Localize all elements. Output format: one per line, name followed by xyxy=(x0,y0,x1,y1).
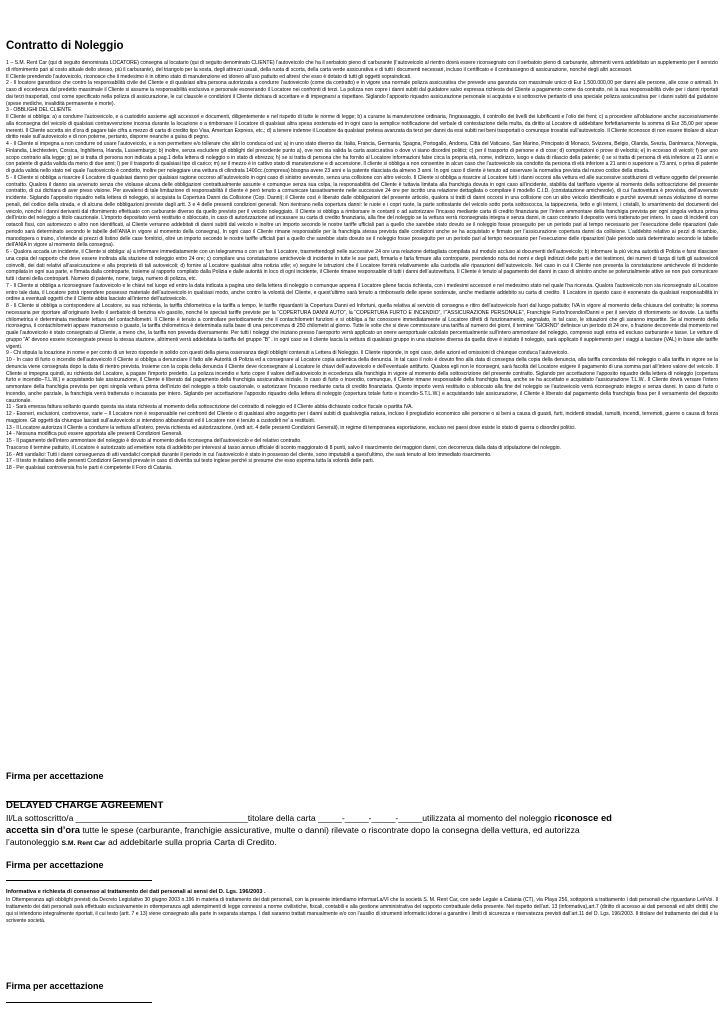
contract-clauses xyxy=(6,60,718,472)
clause-6: 6 - Qualora accada un incidente, il Cliente si obbliga: a) a informare immediatamente con un telegramma o con un fax il Locatore, trasmettendogli nelle successive 24 ore una relazione dettagliata compilata sul modulo accluso ai documenti dell’autoveicolo; b) informare la più vicina autorità di Polizia e farsi rilasciare una copia del rapporto che deve essere inoltrata alla stazione di noleggio entro 24 ore; c) compilare una constatazione amichevole di incidente in tutte le sue parti, firmarla e farla firmare alla controparte, prendendo nota dei nomi e degli indirizzi delle parti e dei testimoni, dei numeri di targa di tutti gli autoveicoli coinvolti, dei dati relativi all’assicurazione e alla proprietà di tali autoveicoli; d) fornire al Locatore qualsiasi altra notizia utile; e) seguire le istruzioni che il Locatore fornirà relativamente alla custodia alle riparazioni dell’autoveicolo. Nel caso in cui il Cliente non presenta la constatazione amichevole di incidente compilata in ogni sua parte, e firmata dalla controparte, insieme al rapporto compilato dalla Polizia e dalle autorità in loco di ogni incidente, il Cliente rimane responsabile di tutti i danni dell’autovettura. Il Cliente è tenuto al pagamento dei danni in caso di sinistro anche se potenzialmente attivo se non può comunicare tutti i danni della controparti. Numero di patente, nome, targa, numero di polizza, etc. xyxy=(6,249,718,282)
clause-14: 14 - Nessuna modifica può essere apportata alle presenti Condizioni Generali. xyxy=(6,431,183,438)
signature-label-3: Firma per accettazione xyxy=(6,981,104,991)
delayed-line1-bold: riconosce ed xyxy=(554,812,612,823)
clause-3: Il Cliente si obbliga: a) a condurre l’autoveicolo, e a custodirlo assieme agli accessori e documenti, diligentemente e nel rispetto di tutte le norme di legge; b) a curarne la manutenzione ordinaria, l’ingrassaggio, il controllo dei livelli dei lubrificanti e l’olio dei freni; c) a procedere all’oblazione anche successivamente alla riconsegna del veicolo di qualsiasi contravvenzione incorsa durante la locazione o a rimborsare il Locatore di qualsiasi altra spesa sostenuta ed in ogni caso la semplice notificazione del verbale di contestazione della multa, da diritto al Locatore di addebitare forfettariamente la somma di Eur 35,00 per spese inerenti. Il Cliente accetta sin d’ora di pagare tale cifra a mezzo di carta di credito tipo Visa, American Express, etc.; d) a tenere indenne il Locatore da qualsiasi pretesa avanzata da terzi per danni da essi subiti nei beni trasportati o comunque trovatisi sull’autoveicolo. Il Cliente riconosce di non essere titolare di alcun diritto reale sull’autoveicolo e di non poterne, pertanto, disporre neanche a guisa di pegno. xyxy=(6,114,718,141)
clause-3-heading: 3 - OBBLIGHI DEL CLIENTE xyxy=(6,107,72,114)
clause-15-note: Trascorso il termine pattuito, il Locatore è autorizzato ad emettere nota di addebito per interessi al tasso annuo ufficiale di sconto maggiorato di 8 punti, salvo il risarcimento dei maggiori danni, con decorrenza dalla data di stipulazione del noleggio. xyxy=(6,444,561,451)
clause-10: 10 - In caso di furto o incendio dell’autoveicolo il Cliente si obbliga a denunciare il fatto alle Autorità di Polizia ed a consegnare al Locatore copia autentica della denuncia. In tal caso il nolo è dovuto fino alla data di consegna della copia della denuncia, alla tariffa concordata del noleggio o alla tariffa in vigore se la denuncia viene consegnata dopo la data di rientro prevista. Insieme con la copia della denuncia il Cliente deve riconsegnare al Locatore le chiavi dell’autoveicolo e dell’eventuale antifurto. Qualora egli non le riconsegni, sarà facoltà del Locatore esigere il pagamento di una somma pari all’intero valore del veicolo. Il Cliente si impegna quindi, su richiesta del Locatore, a pagare l’importo predetto. La polizza incendio e furto copre il valore dell’autoveicolo in eccedenza alla franchigia in vigore al momento della sottoscrizione del presente contratto. Siglando per accettazione l’apposito riquadro della lettera di noleggio (copertura furto e incendio–T.L.W.) e acquistando tale assicurazione, il Cliente è liberato dal pagamento della franchigia assicurativa iniziale. In caso di furto o incendio, comunque, il Cliente rimane responsabile della franchigia fissa, anche se ha accettato e acquistato l’assicurazione T.L.W.. Il Cliente dovrà versare l’intero ammontare della franchigia prevista per ogni singola vettura prima dell’inizio del noleggio a titolo cauzionale, o autorizzare l’incasso mediante carta di credito finanziaria. Questo importo verrà restituito o sbloccato alla fine del noleggio se l’autoveicolo verrà riconsegnato integro e senza danni. In caso di furto o incendio, anche parziale, la franchigia verrà trattenuta o incassata per intero. Siglando per accettazione l’apposito riquadro della lettera di noleggio (copertura totale furto e incendio-S.T.L.W.) e acquistando tale assicurazione, il Cliente è liberato dal pagamento della franchigia fissa per il versamento del deposito cauzionale. xyxy=(6,357,718,404)
clause-17: 17 - Il testo in italiano delle presenti Condizioni Generali prevale in caso di divertita sul testo inglese perché si presume che esso esprima tutta la volontà delle parti. xyxy=(6,458,375,465)
delayed-line3-end: ad addebitarle sulla propria Carta di Credito. xyxy=(105,837,277,847)
brand-name: S.M. Rent Car xyxy=(61,840,106,847)
clause-1-note: Il Cliente prendendo l’autoveicolo, riconosce che il medesimo è in ottimo stato di manutenzione ed idoneo all’uso pattuito ed altresì che esso è dotato di tutti gli oggetti sopraindicati. xyxy=(6,73,412,80)
privacy-title: Informativa e richiesta di consenso al trattamento dei dati personali ai sensi del D. Lgs. 196/2003 . xyxy=(6,889,266,895)
delayed-line2-bold: accetta sin d’ora xyxy=(6,824,80,835)
clause-18: 18 - Per qualsiasi controversia fra le parti è competente il Foro di Catania. xyxy=(6,465,173,471)
page-title: Contratto di Noleggio xyxy=(6,40,124,52)
delayed-charge-title: DELAYED CHARGE AGREEMENT xyxy=(6,800,164,811)
signature-line-3[interactable] xyxy=(6,1002,152,1003)
privacy-text: In Ottemperanza agli obblighi previsti da Decreto Legislativo 30 giugno 2003 n.196 in materia di trattamento dei dati personali, con la presente intendiamo informarLa/VI che la società S. M. Rent Car, con sede Legale a Catania (CT), via Playa 256, sottoporrà a trattamento i dati personali che riguardano Lei/Voi. Il trattamento dei dati personali sarà effettuato esclusivamente in ottemperanza agli adempimenti di legge connessi a norme civilistiche, fiscali, contabili e alla gestione amministrativa del rapporto contrattuale della presente. Nel rispetto dell’art. 13 (informativa),art.7 (diritto di accesso ai dati personali ed altri diritti) che qui si intendono integralmente riportati, il cui testo (artt. 7 e 13) viene consegnato alla parte in separata stampa. I dati saranno trattati manualmente e/o con l’ausilio di strumenti informatici idonei a garantire i limiti di sicurezza e riservatezza previsti dall’art.11 del D. Lgs. 196/2003. Il titolare del trattamento dei dati è la scrivente società. xyxy=(6,897,718,924)
clause-11: 11 - Sarà emessa fattura soltanto quando questa sia stata richiesta al momento della sottoscrizione del contratto di noleggio ed il Cliente abbia dichiarato codice fiscale o partita IVA. xyxy=(6,404,413,411)
delayed-line2: tutte le spese (carburante, franchigie assicurative, multe o danni) rilevate o riscontrate dopo la consegna della vettura, ed autorizza xyxy=(80,825,580,835)
clause-4: 4 - Il Cliente si impegna a non condurre od usare l’autoveicolo, e a non permettere e/o tollerare che altri lo conduca od usi; a) in uno stato diverso da: Italia, Francia, Germania, Spagna, Portogallo, Andorra, Città del Vaticano, San Marino, Principato di Monaco, Svizzera, Belgio, Olanda, Svezia, Danimarca, Norvegia, Finlandia, Liechtestein, Corsica, Inghilterra, Irlanda, Lussemburgo; b) inoltre, senza escludere gli obblighi del precedente punto a), ove non sia valida la carta assicurativa o dove vi siano disordini politici; c) per il trasporto di persone e di cose; d) competizioni o prove di velocità; e) in eccesso di veicoli; f) per uno scopo contrario alla legge; g) se si tratta di persona non indicata a pag.1 della lettera di noleggio o in stato di ebrezza; h) se si tratta di persona che ha fornito al Locatore informazioni false circa la propria età, nome, indirizzo, luogo e data di rilascio della patente; i) se si tratta di persona di età inferiore ai 21 anni e con patente di guida valida da meno di due anni; l) per il trasporto di qualsiasi tipo di carico; m) se il mezzo è in cattivo stato di manutenzione e di accensione. Il cliente si obbliga a non consentire in alcun caso che l’autoveicolo sia condotto da persona di età inferiore a 21 anni o superiore a 73 anni, o priva di patente di guida valida nello stato nel quale l’autoveicolo è condotto, inoltre per noleggiare una vettura di cilindrata 1400cc.(compresa) bisogna avere 23 anni e la patente rilasciata da almeno 3 anni. In ogni caso il cliente è tenuto ad osservare la normativa prevista dal nuovo codice della strada. xyxy=(6,141,718,174)
clause-15: 15 - Il pagamento dell’intero ammontare del noleggio è dovuto al momento della riconsegna dell’autoveicolo e del relativo contratto. xyxy=(6,438,302,444)
delayed-line3: l’autonoleggio xyxy=(6,837,62,847)
clause-16: 16 - Atti vandalici: Tutti i danni conseguenza di atti vandalici compiuti durante il periodo in cui l’autoveicolo è stato in possesso del cliente, sono imputabili a quest’ultimo, che sarà tenuto al loro immediato risarcimento. xyxy=(6,451,492,458)
signature-label-1: Firma per accettazione xyxy=(6,771,104,781)
signature-label-2: Firma per accettazione xyxy=(6,860,104,870)
clause-5: 5 - Il Cliente si obbliga a risarcire il Locatore di qualsiasi danno per qualsiasi ragione occorso all’autoveicolo in ogni caso di sinistro avvenuto, senza una collisione con altro veicolo. Il Cliente si obbliga a risarcire al Locatore tutti i danni occorsi alla vettura ed alle successive sostituzioni di vetture oggetto del presente contratto. Qualora il danno sia avvenuto senza che violasse alcuna delle obbligazioni contrattualmente assunte e comunque senza sua colpa, la responsabilità del Cliente è tuttavia limitata alla franchigia dovuta in ogni caso all’incidente, stabilita dal tariffario vigente al momento della sottoscrizione del presente contratto, di cui dichiara di aver preso visione. Per avvalersi di tale limitazione di responsabilità il cliente è però tenuto a comunicare tassativamente nelle successive 24 ore per iscritto una relazione dettagliata o compilare il modello C.I.D. (constatazione amichevole), di cui l’autovettura è provvista, dell’avvenuto incidente. Siglando l’apposito riquadro nella lettera di noleggio, si acquista la Copertura Danni da Collisione (Cop. Danni); il Cliente così è liberato dalle obbligazioni del presente articolo, qualora si tratti di danni occorsi in una collisione con un altro veicolo identificato e purché avvenuti senza violazione di norme penali, del codice della strada, e di alcuna delle obbligazioni previste dagli artt. 3 e 4 delle presenti condizioni generali. Non rientrano nella copertura danni: le ruote e i copri ruote, la parte sottostante del veicolo sotto porta sottoscocca, la tappezzeria, tetto e gli interni, i cristalli, lo smarrimento dei documenti del veicolo, nonché i danni derivanti dal rifornimento effettuato con carburante diverso da quello previsto per il veicolo noleggiato. Il Cliente si obbliga a rimborsare in contanti o ad autorizzare l’incasso mediante carta di credito finanziaria per l’intero ammontare della franchigia prevista per ogni singola vettura prima dell’inizio del noleggio a titolo cauzionale. L’importo depositato verrà restituito o sbloccato, in caso di autorizzazione ad incassare su carta di credito finanziaria, alla fine del noleggio se la vettura verrà riconsegnata integra e senza danni, in caso contrario il deposito verrà trattenuto per intero. In caso di incidenti con ostacoli fissi, con automezzo o altro non identificati, al Cliente verranno addebitati di danni subiti dal veicolo e inoltre un importo secondo le nostre tariffe ufficiali pari a quello che sarebbe stato dovuto se il noleggio fosse proseguito per un periodo pari al tempo necessario per l’esecuzione delle riparazioni (tale periodo sarà determinato secondo le tabelle dell’ANIA in vigore al momento della consegna). In ogni caso il Cliente rimane responsabile per la franchigia stessa prevista dalle condizioni anche se ha acquistato e firmato per l’assicurazione copertura danni da collisione. L’addebito relativo ai pezzi di ricambio, manodopera o traino, s’intende ai prezzi di listino delle case fornitrici, oltre un importo secondo le nostre tariffe ufficiali pari a quello che sarebbe stato dovuto se il noleggio fosse proseguito per un periodo pari al tempo necessario per l’esecuzione delle riparazioni (tale periodo sarà determinato secondo le tabelle dell’ANIA in vigore al momento della consegna). xyxy=(6,174,718,249)
clause-8: 8 - Il Cliente si obbliga a corrispondere al Locatore, su sua richiesta, la tariffa chilometrica e la tariffa a tempo, le tariffe riguardanti la Copertura Danni ed Infortuni, quella relativa al servizio di consegna e ritiro dell’autoveicolo fuori dal luogo pattuito; IVA in vigore al momento della chiusura del contratto; la somma necessaria per riportare all’originario livello il serbatoio di benzina e/o gasolio, nonché le speciali tariffe previste per la “COPERTURA DANNI AUTO”, la “COPERTURA FURTO E INCENDIO”, l’“ASSICURAZIONE PERSONALE”, Franchigie Furto/Incendio/Danni e per il servizio di rifornimento se dovute. La tariffa chilometrica è determinata mediante lettura del contachilometri. Il Cliente è tenuto a controllare periodicamente che il contachilometri funzioni e si obbliga a far conoscere immediatamente al Locatore difetti di funzionamento, segnalato, in tal caso, le situazioni che gli saranno impartite. Se al momento della riconsegna, il contachilometri appare manomesso o guasto, la tariffa chilometrica è determinata sulla base di una percorrenza di 250 chilometri al giorno. Tutte le volte che si deve commisurare una tariffa al numero dei giorni, il termine “GIORNO” definisce un periodo di 24 ore, o frazione decorrente dal momento nel quale l’autoveicolo è stato consegnato al Cliente, a meno che, la tariffa non preveda diversamente. Per tutti i noleggi che iniziano presso l’aeroporto verrà applicato un onere aeroportuale calcolato percentualmente sull’intero ammontare del noleggio, compreso sugli extra ed escluso carburante e tasse. Le vetture di gruppo “A” devono essere riconsegnate presso la stessa stazione, altrimenti verrà addebitata la tariffa del gruppo “B” . in ogni caso se il cliente lascia la vettura di qualsiasi gruppo in una stazione diversa da quella dove è iniziato il noleggio, sarà applicato il supplemento per i viaggi a lasciare (VAL) in base alle tariffe vigenti. xyxy=(6,303,718,350)
delayed-charge-text xyxy=(6,812,718,850)
clause-7: 7 - Il Cliente si obbliga a riconsegnare l’autoveicolo e le chiavi nel luogo ed entro la data indicata a pagina uno della lettera di noleggio o comunque appena il Locatore gliene faccia richiesta, con i medesimi accessori e nel medesimo stato nel quale l’ha ricevuta. Qualora l’autoveicolo non sia riconsegnato al Locatore entro tale data, il Locatore potrà riprendere possesso materiale dell’autoveicolo in qualsiasi modo, anche contro la volontà del Cliente, e quest’ultimo sarà tenuto a rimborsarlo delle spese sostenute, anche mediante addebito su carta di credito. Il Locatore in questo caso è esonerato da qualsiasi responsabilità in ordine a eventuali oggetti che il Cliente abbia lasciato all’interno dell’autoveicolo. xyxy=(6,282,718,303)
contract-section xyxy=(6,40,718,472)
delayed-line1: Il/La sottoscritto/a ____________________________________titolare della carta _____-_____-_____-_____utilizzata al momento del noleggio xyxy=(6,813,555,823)
clause-9: 9 - Chi stipula la locazione in nome e per conto di un terzo risponde in solido con questi della piena osservanza degli obblighi contenuti a Lettera di Noleggio. Il Cliente risponde, in ogni caso, delle azioni ed omissioni di chiunque conduca l’autoveicolo. xyxy=(6,350,569,357)
clause-13: 13 - Il Locatore autorizza il Cliente a condurre la vettura all’estero, previa richiesta ed autorizzazione, (vedi art. 4 delle presenti Condizioni Generali), in regime di temporanea esportazione, escluso nei paesi dove esiste lo stato di guerra o disordini politici. xyxy=(6,424,576,431)
clause-2: 2 - Il locatore garantisce che contro la responsabilità civile del Cliente e di qualsiasi altra persona autorizzata a condurre l’autoveicolo (come da contratto) e in vigore una normale polizza assicurativa che prevede una garanzia con massimale unico di Eur 1.500.000,00 per danni alle persone, alle cose o animali. In caso di eccedenza dal predetto massimale il Cliente si assume la responsabilità esclusiva e personale esonerando il Locatore nei confronti di terzi. La polizza non copre i danni subiti dal guidatore salvo espressa richiesta del Cliente a pagamento come da contratto, né la sua responsabilità civile per i danni riportati dai terzi trasportati, così come specificato nella polizza di assicurazione, le cui clausole e condizioni il Cliente dichiara di accettare e di impegnarsi a rispettare. Siglando l’apposito riquadro assicurazione personale si acquista e si sottoscrive pertanto di una speciale polizza assicurativa per i danni subiti dal guidatore (spese mediche, invalidità permanente e morte). xyxy=(6,80,718,107)
signature-line-2[interactable] xyxy=(6,880,152,881)
clause-12: 12 - Esoneri, esclusioni, controverse, varie – Il Locatore non è responsabile nei confronti del Cliente o di qualsiasi altro soggetto per i danni subiti di qualsivoglia natura, incluso il pregiudizio economico alle persone o ai beni a causa di guasti, furti, incidenti stradali, tumulti, incendi, terremoti, guerre o causa di forza maggiore. Gli oggetti da chiunque lasciati sull’autoveicolo si intendono abbandonati ed il Locatore non è tenuto a custodirli ne’ a restituirli. xyxy=(6,411,718,424)
clause-1: 1 – S.M. Rent Car (qui di seguito denominata LOCATORE) consegna al locatario (qui di seguito denominato CLIENTE) l’autoveicolo che ha il serbatoio pieno di carburante (l’autoveicolo al rientro dovrà essere riconsegnato con il serbatoio pieno di carburante, altrimenti verrà addebitato un supplemento per il servizio di rifornimento pari al costo attuale dello stesso, più il carburante), del triangolo per la sosta, degli attrezzi usuali, della ruota di scorta, della carta verde assicurativa e di tutti i documenti necessari, incluso il certificato e il contrassegno di assicurazione, nonché degli altri accessori. xyxy=(6,60,718,73)
